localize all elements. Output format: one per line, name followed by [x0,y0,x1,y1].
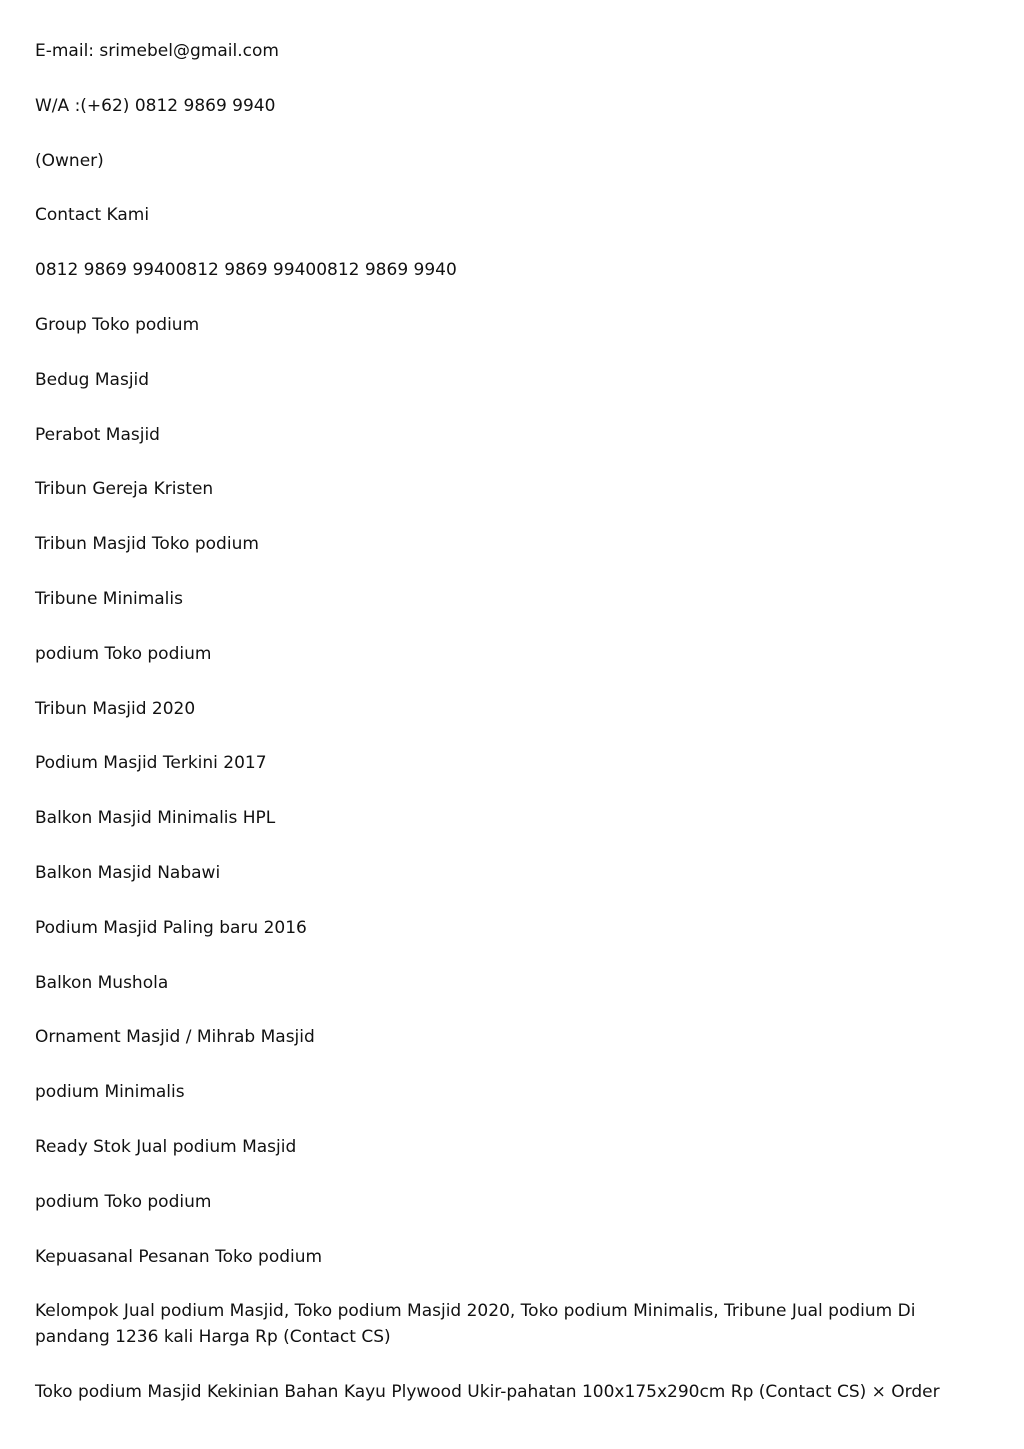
text-line: Podium Masjid Paling baru 2016 [35,917,307,938]
text-line: Balkon Masjid Minimalis HPL [35,808,276,829]
contact-heading: Contact Kami [35,205,150,226]
product-summary-paragraph: Kelompok Jual podium Masjid, Toko podium Masjid 2020, Toko podium Minimalis, Tribune Jual podium Di pandang 1236 kali Harga Rp (Contact CS) [35,1301,916,1348]
text-line: podium Toko podium [35,643,212,664]
text-line: Ornament Masjid / Mihrab Masjid [35,1027,315,1048]
text-line: Group Toko podium [35,314,200,335]
text-line: Ready Stok Jual podium Masjid [35,1136,297,1157]
text-line: Tribune Minimalis [35,588,183,609]
text-line: Kepuasanal Pesanan Toko podium [35,1246,323,1267]
text-line: Tribun Gereja Kristen [35,479,214,500]
product-detail-paragraph: Toko podium Masjid Kekinian Bahan Kayu Plywood Ukir-pahatan 100x175x290cm Rp (Contact CS) × Order [35,1382,940,1403]
text-line: Tribun Masjid 2020 [35,698,196,719]
text-line: podium Minimalis [35,1082,185,1103]
text-line: Podium Masjid Terkini 2017 [35,753,267,774]
whatsapp-line: W/A :(+62) 0812 9869 9940 [35,95,276,116]
owner-line: (Owner) [35,150,104,171]
text-line: podium Toko podium [35,1191,212,1212]
document-page [35,38,955,1405]
text-line: Perabot Masjid [35,424,160,445]
phone-numbers-line: 0812 9869 99400812 9869 99400812 9869 9940 [35,260,457,281]
text-line: Tribun Masjid Toko podium [35,534,259,555]
text-line: Balkon Mushola [35,972,169,993]
email-line: E-mail: srimebel@gmail.com [35,41,279,61]
text-line: Bedug Masjid [35,369,150,390]
text-line: Balkon Masjid Nabawi [35,862,221,883]
